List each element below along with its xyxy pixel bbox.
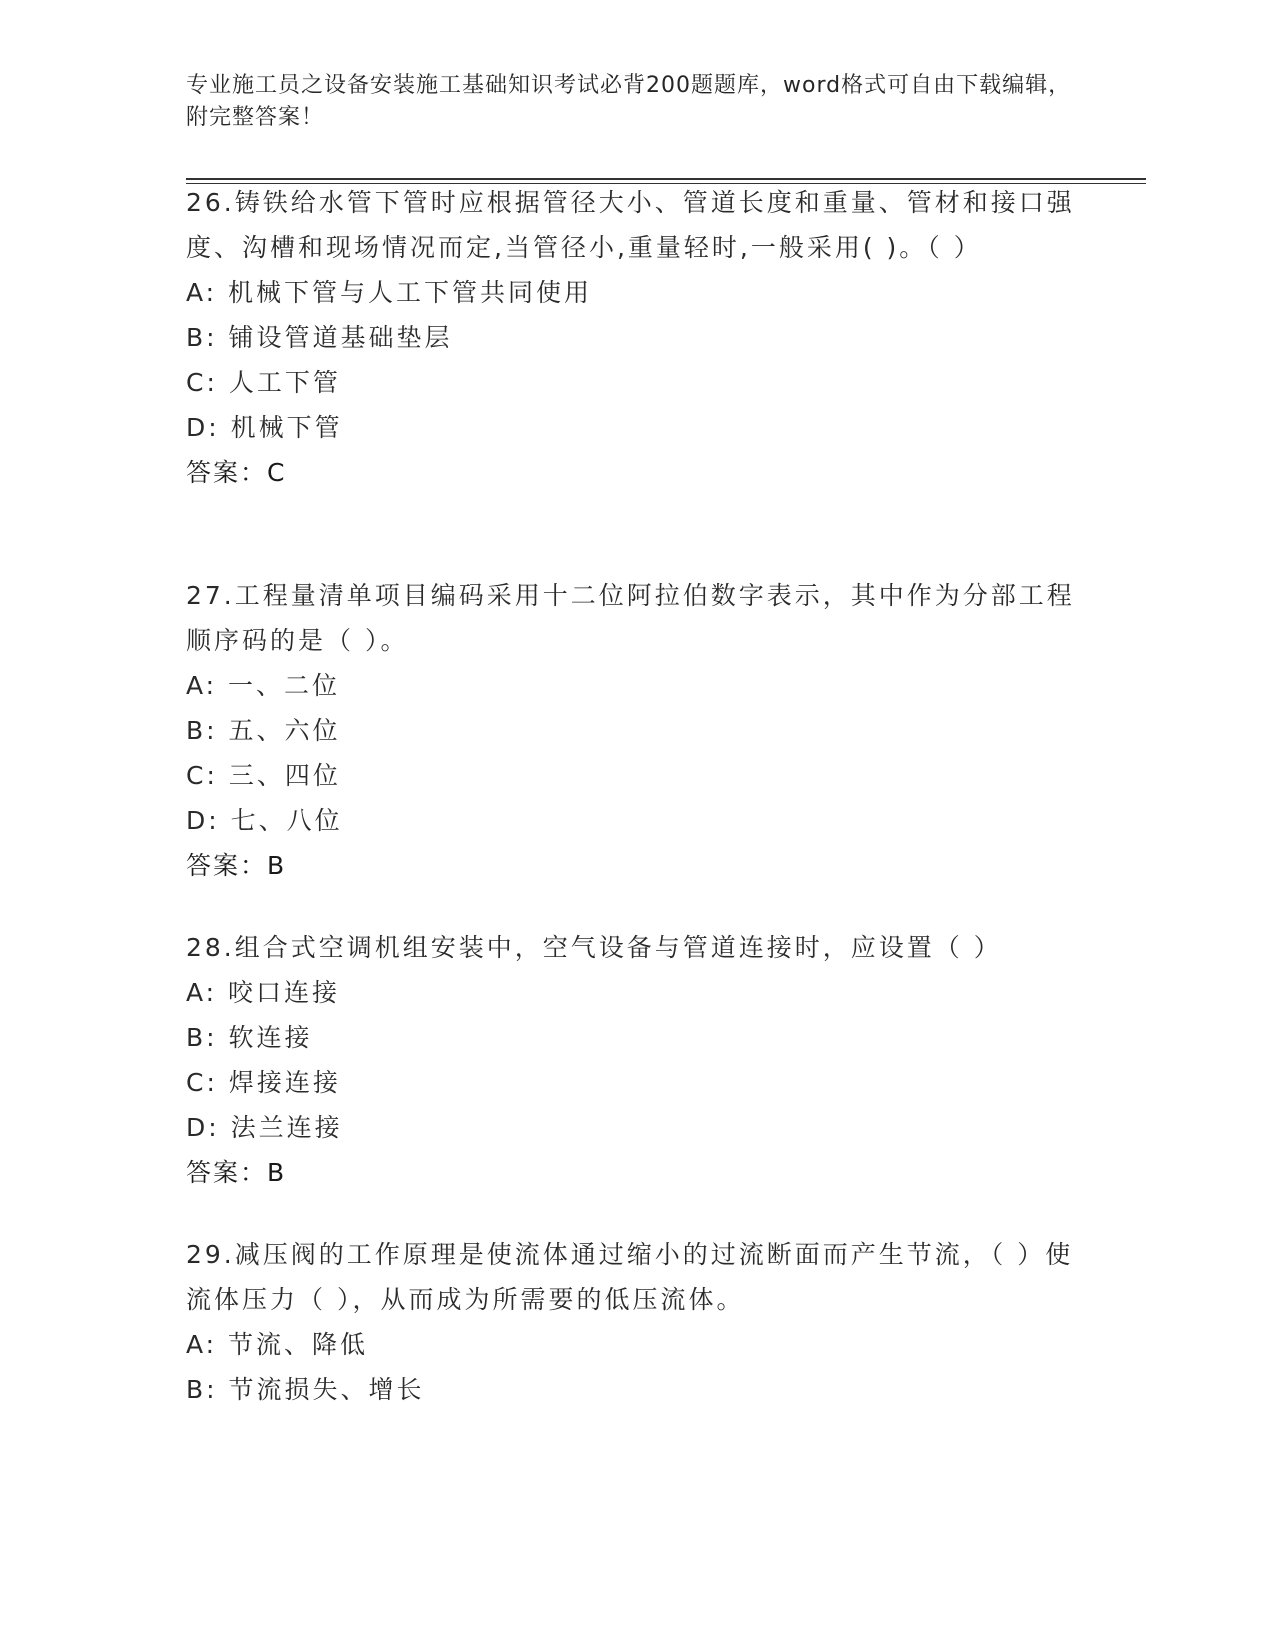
option-a: A: 一、二位 (186, 671, 341, 700)
option-d: D: 机械下管 (186, 413, 343, 442)
option-a: A: 咬口连接 (186, 978, 341, 1007)
option-c: C: 三、四位 (186, 761, 341, 790)
option-d: D: 七、八位 (186, 806, 343, 835)
option-b: B: 节流损失、增长 (186, 1375, 425, 1404)
question-stem: 27.工程量清单项目编码采用十二位阿拉伯数字表示，其中作为分部工程顺序码的是（ ）。 (186, 581, 1075, 655)
document-header: 专业施工员之设备安装施工基础知识考试必背200题题库，word格式可自由下载编辑，附完整答案！ (186, 73, 1072, 130)
option-a: A: 节流、降低 (186, 1330, 369, 1359)
option-c: C: 焊接连接 (186, 1068, 341, 1097)
option-d: D: 法兰连接 (186, 1113, 343, 1142)
answer: 答案：B (186, 1158, 287, 1187)
question-stem: 28.组合式空调机组安装中，空气设备与管道连接时，应设置（ ） (186, 933, 1002, 962)
option-a: A: 机械下管与人工下管共同使用 (186, 278, 593, 307)
option-b: B: 五、六位 (186, 716, 341, 745)
question-stem: 29.减压阀的工作原理是使流体通过缩小的过流断面而产生节流，（ ）使流体压力（ ），从而成为所需要的低压流体。 (186, 1240, 1074, 1314)
option-b: B: 铺设管道基础垫层 (186, 323, 453, 352)
question-27 (186, 573, 1086, 888)
answer: 答案：C (186, 458, 287, 487)
answer: 答案：B (186, 851, 287, 880)
question-stem: 26.铸铁给水管下管时应根据管径大小、管道长度和重量、管材和接口强度、沟槽和现场情况而定,当管径小,重量轻时,一般采用( )。（ ） (186, 188, 1075, 262)
option-b: B: 软连接 (186, 1023, 313, 1052)
question-28 (186, 925, 1086, 1195)
option-c: C: 人工下管 (186, 368, 341, 397)
question-26 (186, 180, 1086, 495)
question-29 (186, 1232, 1086, 1412)
